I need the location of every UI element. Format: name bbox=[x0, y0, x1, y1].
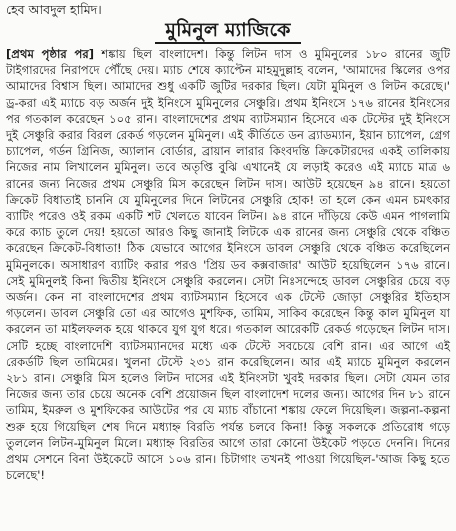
article-paragraph bbox=[6, 46, 450, 483]
paragraph-text: শঙ্কায় ছিল বাংলাদেশ। কিন্তু লিটন দাস ও মুমিনুলের ১৮০ রানের জুটি টাইগারদের নিরাপদে পৌঁছে দেয়। ম্যাচ শেষে ক্যাপ্টেন মাহমুদুল্লাহ বলেন, 'আমাদের স্কিলের ওপর আমাদের বিশ্বাস ছিল। আমাদের শুধু একটি জুটির দরকার ছিল। যেটা মুমিনুল ও লিটন করেছে।' ড্র-করা এই ম্যাচে বড় অর্জন দুই ইনিংসে মুমিনুলের সেঞ্চুরি। প্রথম ইনিংসে ১৭৬ রানের ইনিংসের পর গতকাল করেছেন ১০৫ রান। বাংলাদেশের প্রথম ব্যাটসম্যান হিসেবে এক টেস্টের দুই ইনিংসে দুই সেঞ্চুরি করার বিরল রেকর্ড গড়লেন মুমিনুল। এই কীর্তিতে ডন ব্র্যাডম্যান, ইয়ান চ্যাপেল, গ্রেগ চ্যাপেল, গর্ডন গ্রিনিজ, অ্যালান বোর্ডার, ব্রায়ান লারার কিংবদন্তি ক্রিকেটারদের একই তালিকায় নিজের নাম লিখালেন মুমিনুল। তবে অতৃপ্তি বুঝি এখানেই যে লড়াই করেও এই ম্যাচে মাত্র ৬ রানের জন্য নিজের প্রথম সেঞ্চুরি মিস করেছেন লিটন দাস। আউট হয়েছেন ৯৪ রানে। হয়তো ক্রিকেট বিধাতাই চাননি যে মুমিনুলের দিনে লিটনের সেঞ্চুরি হোক! তা হলে কেন এমন চমৎকার ব্যাটিং পরেও ওই রকম একটি শট খেলতে যাবেন লিটন। ৯৪ রানে দাঁড়িয়ে কেউ এমন পাগলামি করে ক্যাচ তুলে দেয়! হয়তো আরও কিছু জানাই লিটকে এক রানের জন্য সেঞ্চুরি থেকে বঞ্চিত করেছেন ক্রিকেট-বিধাতা! ঠিক যেভাবে আগের ইনিংসে ডাবল সেঞ্চুরি থেকে বঞ্চিত করেছিলেন মুমিনুলকে। অসাধারণ ব্যাটিং করার পরও 'প্রিয় ডব কক্সবাজার' আউট হয়েছিলেন ১৭৬ রানে। সেই মুমিনুলই কিনা দ্বিতীয় ইনিংসে সেঞ্চুরি করলেন। সেটা নিঃসন্দেহে ডাবল সেঞ্চুরির চেয়ে বড় অর্জন। কেন না বাংলাদেশের প্রথম ব্যাটসম্যান হিসেবে এক টেস্টে জোড়া সেঞ্চুরির ইতিহাস গড়লেন। ডাবল সেঞ্চুরি তো এর আগেও মুশফিক, তামিম, সাকিব করেছেন কিন্তু কাল মুমিনুল যা করলেন তা মাইলফলক হয়ে থাকবে যুগ যুগ ধরে। গতকাল আরেকটি রেকর্ড গড়েছেন লিটন দাস। সেটি হচ্ছে বাংলাদেশি ব্যাটসম্যানদের মধ্যে এক টেস্টে সবচেয়ে বেশি রান। এর আগে এই রেকর্ডটি ছিল তামিমের। খুলনা টেস্টে ২৩১ রান করেছিলেন। আর এই ম্যাচে মুমিনুল করলেন ২৮১ রান। সেঞ্চুরি মিস হলেও লিটন দাসের এই ইনিংসটা খুবই দরকার ছিল। সেটা যেমন তার নিজের জন্য তার চেয়ে অনেক বেশি প্রয়োজন ছিল বাংলাদেশ দলের জন্য। আগের দিন ৮১ রানে তামিম, ইমরুল ও মুশফিকের আউটের পর যে ম্যাচ বাঁচানো শঙ্কায় ফেলে দিয়েছিল। জল্পনা-কল্পনা শুরু হয়ে গিয়েছিল শেষ দিনে মধ্যাহ্ন বিরতি পর্যন্ত চলবে কিনা! কিন্তু সকলকে প্রতিরোধ গড়ে তুললেন লিটন-মুমিনুল মিলে। মধ্যাহ্ন বিরতির আগে তারা কোনো উইকেট পড়তে দেননি। দিনের প্রথম সেশনে বিনা উইকেটে আসে ১০৬ রান। চিটাগাং তখনই পাওয়া গিয়েছিল-'আজ কিছু হতে চলেছে'! bbox=[6, 47, 451, 483]
article-body bbox=[6, 46, 450, 483]
previous-article-fragment: হেব আবদুল হামিদ। bbox=[6, 2, 102, 17]
continuation-tag: [প্রথম পৃষ্ঠার পর] bbox=[6, 47, 95, 61]
headline: মুমিনুল ম্যাজিকে bbox=[155, 18, 300, 44]
headline-container bbox=[6, 18, 450, 44]
